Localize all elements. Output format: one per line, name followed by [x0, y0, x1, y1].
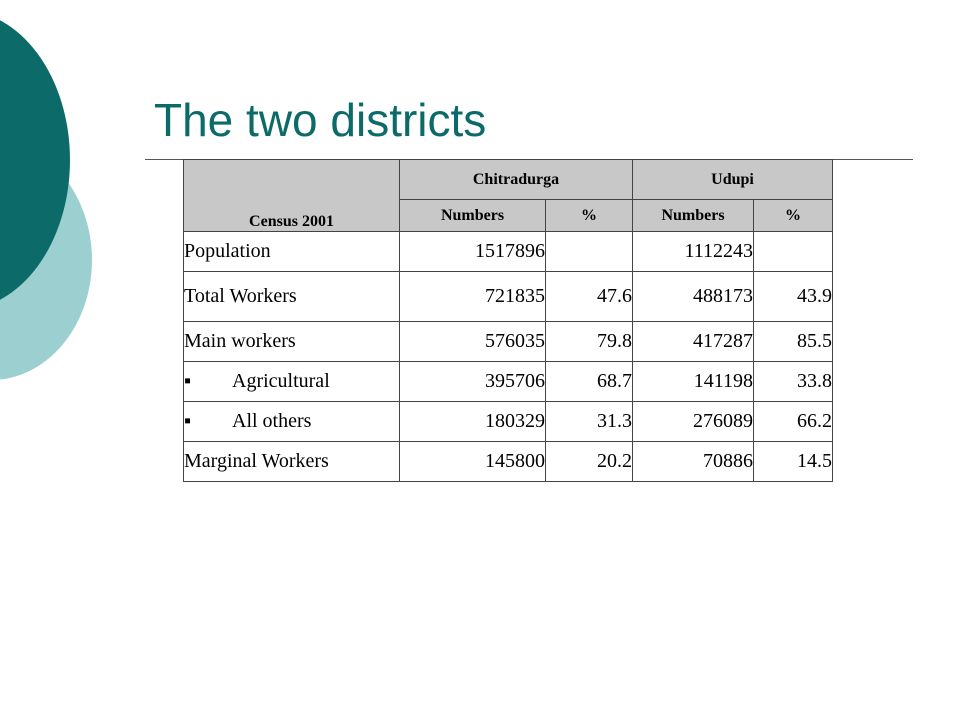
census-year-header: Census 2001 [184, 160, 400, 232]
row-label-text: Main workers [184, 330, 296, 352]
table-row [184, 272, 833, 322]
data-cell: 20.2 [546, 442, 633, 482]
data-cell: 276089 [633, 402, 754, 442]
data-cell [754, 232, 833, 272]
data-cell: 721835 [400, 272, 546, 322]
table-row [184, 442, 833, 482]
data-cell: 1517896 [400, 232, 546, 272]
col-header-percent: % [546, 200, 633, 232]
col-header-numbers: Numbers [633, 200, 754, 232]
row-label-text: All others [232, 410, 312, 432]
table-body [184, 232, 833, 482]
data-cell: 141198 [633, 362, 754, 402]
row-label-text: Marginal Workers [184, 450, 329, 472]
data-cell: 33.8 [754, 362, 833, 402]
table-row [184, 362, 833, 402]
data-cell: 145800 [400, 442, 546, 482]
data-cell [546, 232, 633, 272]
data-cell: 43.9 [754, 272, 833, 322]
data-cell: 395706 [400, 362, 546, 402]
row-label [184, 322, 400, 362]
data-cell: 488173 [633, 272, 754, 322]
census-table [183, 159, 833, 482]
row-label-text: Population [184, 240, 271, 262]
table-row [184, 322, 833, 362]
header-row-districts [184, 160, 833, 200]
data-cell: 68.7 [546, 362, 633, 402]
slide-title: The two districts [154, 94, 487, 146]
row-label [184, 232, 400, 272]
col-header-numbers: Numbers [400, 200, 546, 232]
col-header-percent: % [754, 200, 833, 232]
row-label [184, 272, 400, 322]
data-cell: 66.2 [754, 402, 833, 442]
data-cell: 31.3 [546, 402, 633, 442]
data-cell: 85.5 [754, 322, 833, 362]
data-cell: 180329 [400, 402, 546, 442]
data-cell: 79.8 [546, 322, 633, 362]
bullet-icon: ▪ [184, 370, 192, 392]
data-cell: 70886 [633, 442, 754, 482]
table-row [184, 232, 833, 272]
row-label [184, 362, 400, 402]
district-header-udupi: Udupi [633, 160, 833, 200]
row-label-text: Total Workers [184, 285, 297, 307]
table-row [184, 402, 833, 442]
data-cell: 1112243 [633, 232, 754, 272]
bullet-icon: ▪ [184, 410, 192, 432]
row-label [184, 402, 400, 442]
district-header-chitradurga: Chitradurga [400, 160, 633, 200]
data-cell: 14.5 [754, 442, 833, 482]
data-cell: 47.6 [546, 272, 633, 322]
data-cell: 417287 [633, 322, 754, 362]
data-cell: 576035 [400, 322, 546, 362]
row-label [184, 442, 400, 482]
row-label-text: Agricultural [232, 370, 330, 392]
